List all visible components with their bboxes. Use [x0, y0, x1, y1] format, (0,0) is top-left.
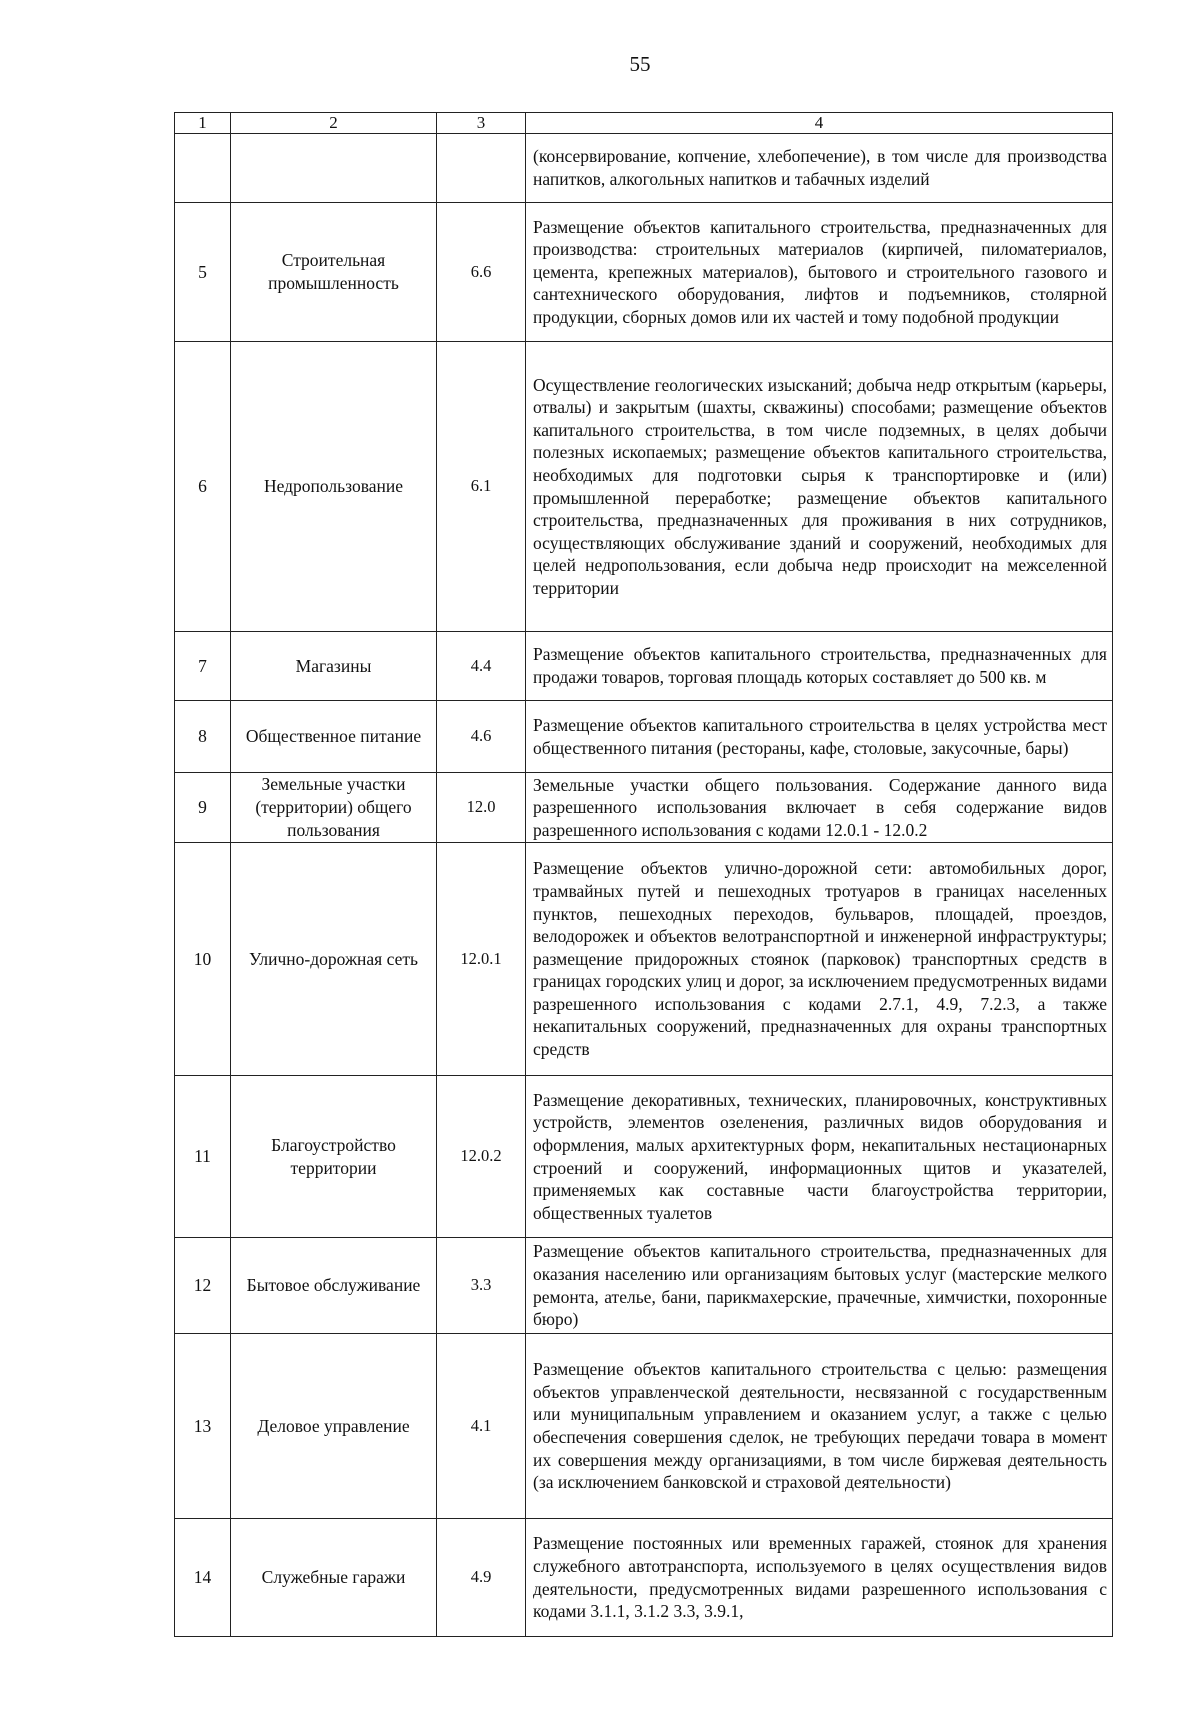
row-number: 5	[175, 203, 231, 342]
header-col-2: 2	[231, 113, 437, 134]
row-name: Улично-дорожная сеть	[231, 843, 437, 1076]
row-code: 4.4	[437, 632, 526, 701]
row-description: Размещение объектов улично-дорожной сети: автомобильных дорог, трамвайных путей и пешеходных тротуаров в границах населенных пунктов, пешеходных переходов, бульваров, площадей, проездов, велодорожек и объектов велотранспортной и инженерной инфраструктуры; размещение придорожных стоянок (парковок) транспортных средств в границах городских улиц и дорог, за исключением предусмотренных видами разрешенного использования с кодами 2.7.1, 4.9, 7.2.3, а также некапитальных сооружений, предназначенных для охраны транспортных средств	[526, 843, 1113, 1076]
row-name: Благоустройство территории	[231, 1076, 437, 1238]
row-number: 13	[175, 1334, 231, 1519]
row-code: 4.9	[437, 1519, 526, 1637]
table-row	[175, 1238, 1113, 1334]
row-name: Деловое управление	[231, 1334, 437, 1519]
row-code: 12.0.2	[437, 1076, 526, 1238]
table-row	[175, 1519, 1113, 1637]
row-name: Бытовое обслуживание	[231, 1238, 437, 1334]
row-description: Размещение объектов капитального строительства в целях устройства мест общественного питания (рестораны, кафе, столовые, закусочные, бары)	[526, 701, 1113, 773]
row-code: 6.1	[437, 342, 526, 632]
row-name: Земельные участки (территории) общего пользования	[231, 773, 437, 843]
row-description: Размещение объектов капитального строительства с целью: размещения объектов управленческой деятельности, несвязанной с государственным или муниципальным управлением и оказанием услуг, а также с целью обеспечения совершения сделок, не требующих передачи товара в момент их совершения между организациями, в том числе биржевая деятельность (за исключением банковской и страховой деятельности)	[526, 1334, 1113, 1519]
table-row	[175, 1334, 1113, 1519]
row-description: Размещение объектов капитального строительства, предназначенных для оказания населению или организациям бытовых услуг (мастерские мелкого ремонта, ателье, бани, парикмахерские, прачечные, химчистки, похоронные бюро)	[526, 1238, 1113, 1334]
row-name: Строительная промышленность	[231, 203, 437, 342]
row-description: Размещение декоративных, технических, планировочных, конструктивных устройств, элементов озеленения, различных видов оборудования и оформления, малых архитектурных форм, некапитальных нестационарных строений и сооружений, информационных щитов и указателей, применяемых как составные части благоустройства территории, общественных туалетов	[526, 1076, 1113, 1238]
row-code: 3.3	[437, 1238, 526, 1334]
table-header-row	[175, 113, 1113, 134]
row-code: 4.1	[437, 1334, 526, 1519]
header-col-4: 4	[526, 113, 1113, 134]
row-description: Размещение постоянных или временных гаражей, стоянок для хранения служебного автотранспорта, используемого в целях осуществления видов деятельности, предусмотренных видами разрешенного использования с кодами 3.1.1, 3.1.2 3.3, 3.9.1,	[526, 1519, 1113, 1637]
row-name: Служебные гаражи	[231, 1519, 437, 1637]
table-row	[175, 203, 1113, 342]
row-code: 6.6	[437, 203, 526, 342]
row-number: 11	[175, 1076, 231, 1238]
table-row	[175, 1076, 1113, 1238]
row-number: 14	[175, 1519, 231, 1637]
row-number	[175, 134, 231, 203]
row-name: Магазины	[231, 632, 437, 701]
table-row	[175, 773, 1113, 843]
table-row	[175, 632, 1113, 701]
row-description: Земельные участки общего пользования. Содержание данного вида разрешенного использования включает в себя содержание видов разрешенного использования с кодами 12.0.1 - 12.0.2	[526, 773, 1113, 843]
row-description: Размещение объектов капитального строительства, предназначенных для продажи товаров, торговая площадь которых составляет до 500 кв. м	[526, 632, 1113, 701]
header-col-3: 3	[437, 113, 526, 134]
row-name: Недропользование	[231, 342, 437, 632]
row-description: Осуществление геологических изысканий; добыча недр открытым (карьеры, отвалы) и закрытым (шахты, скважины) способами; размещение объектов капитального строительства, в том числе подземных, в целях добычи полезных ископаемых; размещение объектов капитального строительства, необходимых для подготовки сырья к транспортировке и (или) промышленной переработке; размещение объектов капитального строительства, предназначенных для проживания в них сотрудников, осуществляющих обслуживание зданий и сооружений, необходимых для целей недропользования, если добыча недр происходит на межселенной территории	[526, 342, 1113, 632]
row-number: 8	[175, 701, 231, 773]
row-name	[231, 134, 437, 203]
row-code: 12.0.1	[437, 843, 526, 1076]
row-number: 7	[175, 632, 231, 701]
row-number: 9	[175, 773, 231, 843]
table-row	[175, 134, 1113, 203]
table-row	[175, 701, 1113, 773]
row-code	[437, 134, 526, 203]
page-number: 55	[629, 52, 651, 76]
row-number: 10	[175, 843, 231, 1076]
header-col-1: 1	[175, 113, 231, 134]
table-row	[175, 342, 1113, 632]
row-description: Размещение объектов капитального строительства, предназначенных для производства: строительных материалов (кирпичей, пиломатериалов, цемента, крепежных материалов), бытового и строительного газового и сантехнического оборудования, лифтов и подъемников, столярной продукции, сборных домов или их частей и тому подобной продукции	[526, 203, 1113, 342]
row-code: 12.0	[437, 773, 526, 843]
land-use-table	[174, 112, 1113, 1637]
row-code: 4.6	[437, 701, 526, 773]
row-name: Общественное питание	[231, 701, 437, 773]
table-row	[175, 843, 1113, 1076]
row-description: (консервирование, копчение, хлебопечение), в том числе для производства напитков, алкогольных напитков и табачных изделий	[526, 134, 1113, 203]
row-number: 12	[175, 1238, 231, 1334]
row-number: 6	[175, 342, 231, 632]
